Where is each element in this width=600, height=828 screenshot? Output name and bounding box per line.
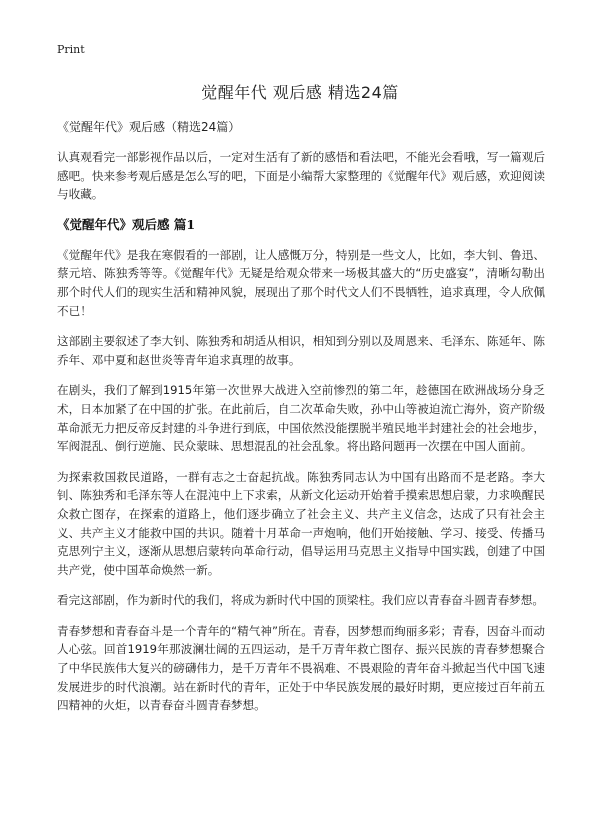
body-paragraph: 青春梦想和青春奋斗是一个青年的“精气神”所在。青春，因梦想而绚丽多彩；青春，因奋斗而动人心弦。回首1919年那波澜壮阔的五四运动，是千万青年救亡图存、振兴民族的青春梦想聚合了中华民族伟大复兴的磅礴伟力，是千万青年不畏祸难、不畏艰险的青年奋斗掀起当代中国飞速发展进步的时代浪潮。站在新时代的青年，正处于中华民族发展的最好时期，更应接过百年前五四精神的火炬，以青春奋斗圆青春梦想。 xyxy=(57,623,545,713)
document-body xyxy=(57,118,545,727)
intro-paragraph: 认真观看完一部影视作品以后，一定对生活有了新的感悟和看法吧，不能光会看哦，写一篇观后感吧。快来参考观后感是怎么写的吧，下面是小编帮大家整理的《觉醒年代》观后感，欢迎阅读与收藏。 xyxy=(57,150,545,202)
section-heading: 《觉醒年代》观后感 篇1 xyxy=(57,216,196,232)
body-paragraph: 在剧头，我们了解到1915年第一次世界大战进入空前惨烈的第二年，趁德国在欧洲战场分身乏术，日本加紧了在中国的扩张。在此前后，自二次革命失败，孙中山等被迫流亡海外，资产阶级革命派无力把反帝反封建的斗争进行到底，中国依然没能摆脱半殖民地半封建社会的社会地步，军阀混乱、倒行逆施、民众蒙昧、思想混乱的社会乱象。将出路问题再一次摆在中国人面前。 xyxy=(57,383,545,454)
body-paragraph: 看完这部剧，作为新时代的我们，将成为新时代中国的顶梁柱。我们应以青春奋斗圆青春梦想。 xyxy=(57,593,544,608)
document-subtitle: 《觉醒年代》观后感（精选24篇） xyxy=(57,120,241,134)
body-paragraph: 这部剧主要叙述了李大钊、陈独秀和胡适从相识，相知到分别以及周恩来、毛泽东、陈延年、陈乔年、邓中夏和赵世炎等青年追求真理的故事。 xyxy=(57,334,545,367)
body-paragraph: 为探索救国救民道路，一群有志之士奋起抗战。陈独秀同志认为中国有出路而不是老路。李大钊、陈独秀和毛泽东等人在混沌中上下求索，从新文化运动开始着手摸索思想启蒙，力求唤醒民众救亡图存，在探索的道路上，他们逐步确立了社会主义、共产主义信念，达成了只有社会主义、共产主义才能救中国的共识。随着十月革命一声炮响，他们开始接触、学习、接受、传播马克思列宁主义，逐渐从思想启蒙转向革命行动，倡导运用马克思主义指导中国实践，创建了中国共产党，使中国革命焕然一新。 xyxy=(57,469,545,577)
document-title: 觉醒年代 观后感 精选24篇 xyxy=(201,83,399,102)
body-paragraph: 《觉醒年代》是我在寒假看的一部剧，让人感慨万分，特别是一些文人，比如，李大钊、鲁迅、蔡元培、陈独秀等等。《觉醒年代》无疑是给观众带来一场极其盛大的“历史盛宴”，清晰勾勒出那个时代人们的现实生活和精神风貌，展现出了那个时代文人们不畏牺牲，追求真理，令人欣佩不已！ xyxy=(57,247,545,318)
print-label: Print xyxy=(57,43,85,56)
